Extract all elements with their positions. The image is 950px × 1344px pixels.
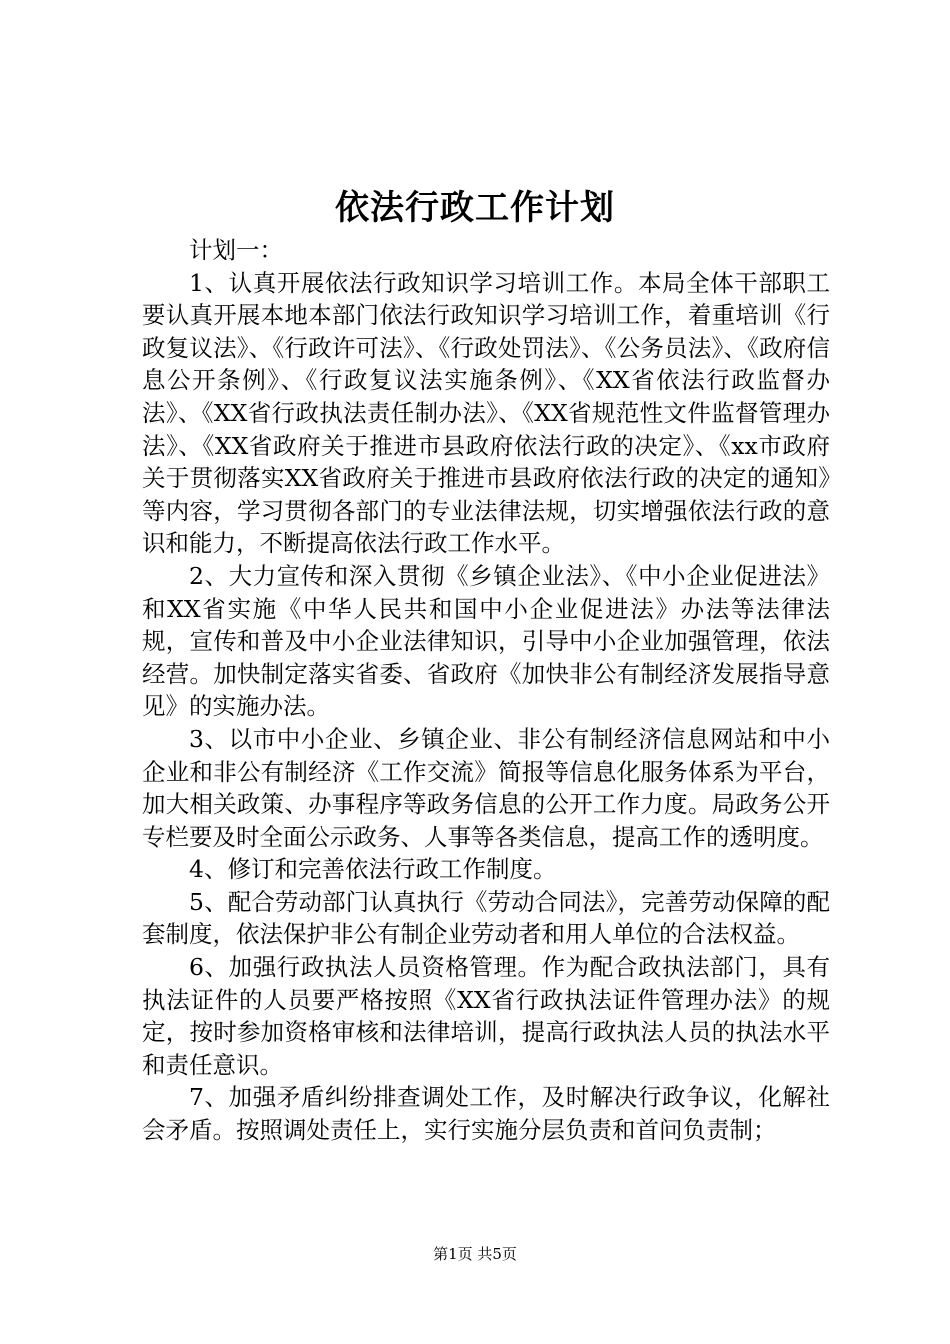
paragraph-item-2: 2、大力宣传和深入贯彻《乡镇企业法》、《中小企业促进法》和XX省实施《中华人民共和国中小企业促进法》办法等法律法规，宣传和普及中小企业法律知识，引导中小企业加强管理，依法经营。加快制定落实省委、省政府《加快非公有制经济发展指导意见》的实施办法。 [142, 561, 830, 721]
paragraph-item-1: 1、认真开展依法行政知识学习培训工作。本局全体干部职工要认真开展本地本部门依法行政知识学习培训工作，着重培训《行政复议法》、《行政许可法》、《行政处罚法》、《公务员法》、《政府信息公开条例》、《行政复议法实施条例》、《XX省依法行政监督办法》、《XX省行政执法责任制办法》、《XX省规范性文件监督管理办法》、《XX省政府关于推进市县政府依法行政的决定》、《xx市政府关于贯彻落实XX省政府关于推进市县政府依法行政的决定的通知》等内容，学习贯彻各部门的专业法律法规，切实增强依法行政的意识和能力，不断提高依法行政工作水平。 [142, 268, 830, 558]
paragraph-plan-heading: 计划一： [189, 236, 283, 264]
document-body [142, 234, 830, 1147]
paragraph-item-4: 4、修订和完善依法行政工作制度。 [189, 855, 557, 884]
paragraph-item-5: 5、配合劳动部门认真执行《劳动合同法》，完善劳动保障的配套制度，依法保护非公有制企业劳动者和用人单位的合法权益。 [142, 887, 830, 949]
paragraph-item-7: 7、加强矛盾纠纷排查调处工作，及时解决行政争议，化解社会矛盾。按照调处责任上，实行实施分层负责和首问负责制； [142, 1083, 830, 1145]
paragraph-item-6: 6、加强行政执法人员资格管理。作为配合政执法部门，具有执法证件的人员要严格按照《XX省行政执法证件管理办法》的规定，按时参加资格审核和法律培训，提高行政执法人员的执法水平和责任意识。 [142, 953, 830, 1079]
document-title: 依法行政工作计划 [335, 188, 615, 228]
paragraph-item-3: 3、以市中小企业、乡镇企业、非公有制经济信息网站和中小企业和非公有制经济《工作交流》简报等信息化服务体系为平台，加大相关政策、办事程序等政务信息的公开工作力度。局政务公开专栏要及时全面公示政务、人事等各类信息，提高工作的透明度。 [142, 724, 830, 851]
page-number-footer: 第1页 共5页 [433, 1245, 517, 1263]
